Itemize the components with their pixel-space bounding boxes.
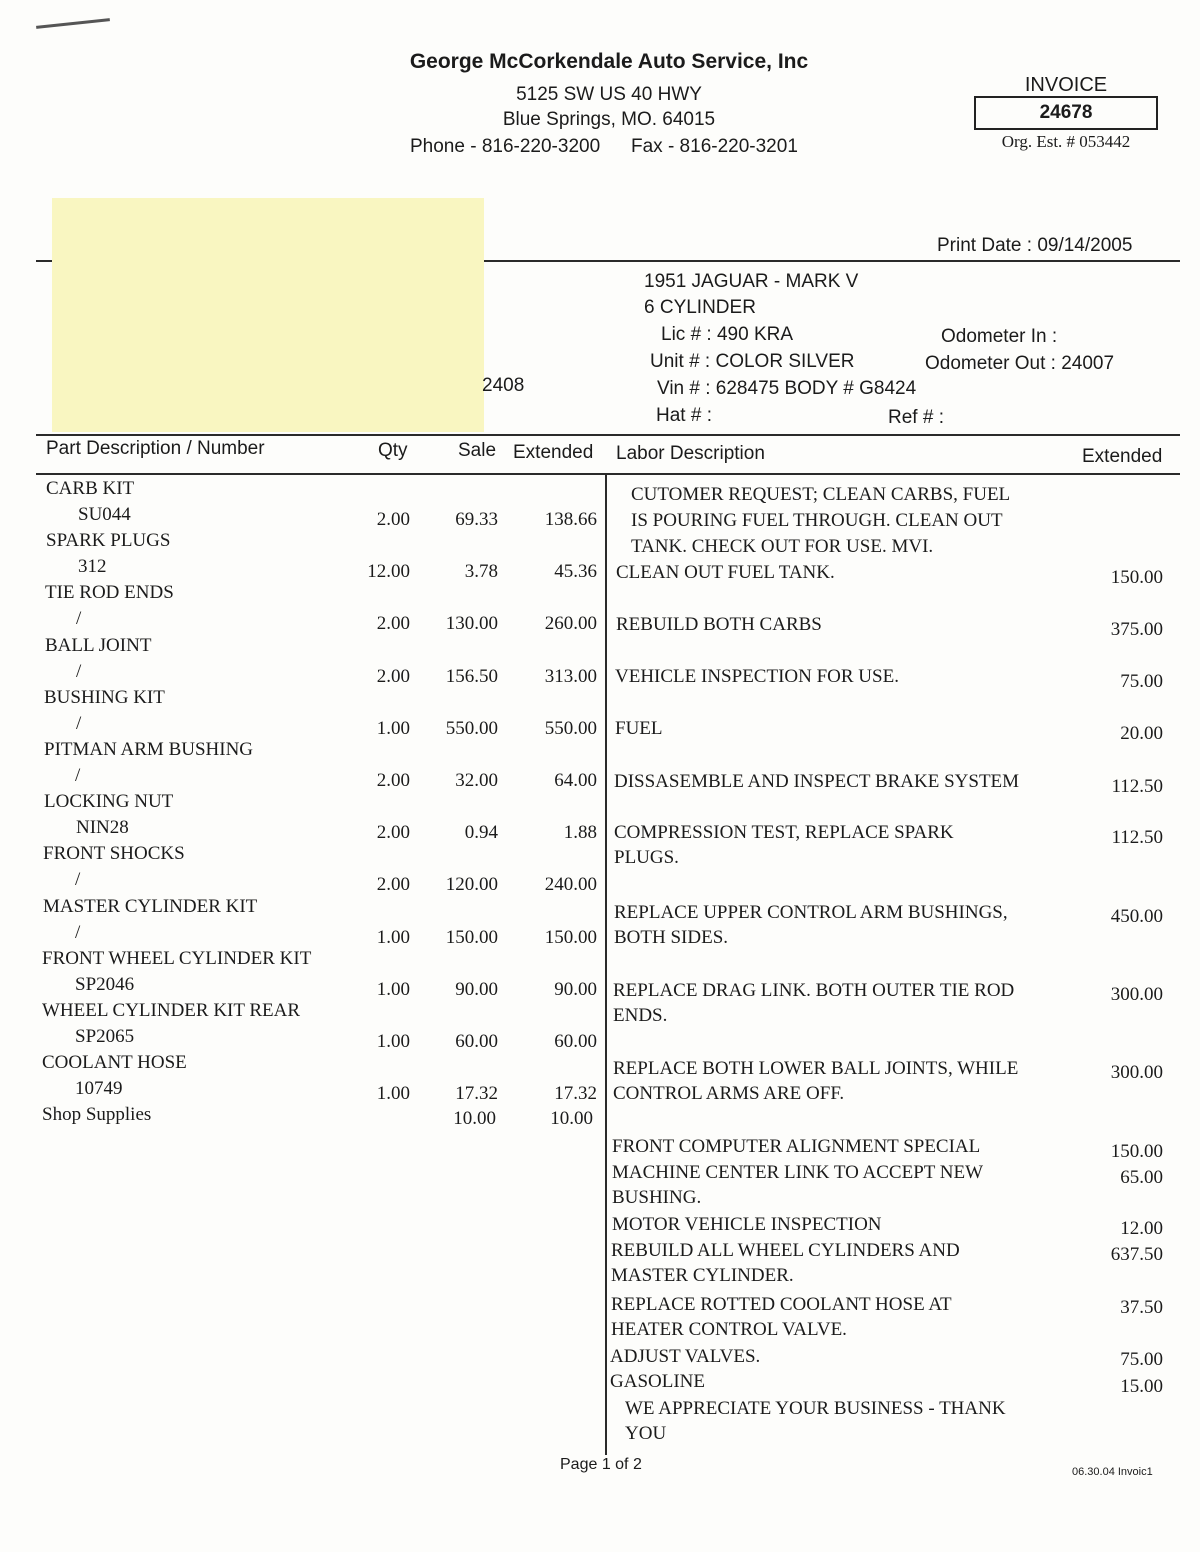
company-name: George McCorkendale Auto Service, Inc xyxy=(409,50,809,73)
part-qty: 1.00 xyxy=(376,926,410,948)
part-qty: 2.00 xyxy=(376,665,410,687)
scan-mark xyxy=(36,18,110,29)
part-number: SU044 xyxy=(78,504,131,525)
odometer-in: Odometer In : xyxy=(941,326,1058,347)
redacted-customer-info xyxy=(52,198,484,432)
part-name: TIE ROD ENDS xyxy=(45,582,174,604)
print-date: Print Date : 09/14/2005 xyxy=(937,235,1133,256)
columns-bottom-rule xyxy=(36,473,1180,475)
labor-request-line: CUTOMER REQUEST; CLEAN CARBS, FUEL xyxy=(631,484,1011,505)
company-address-line-2: Blue Springs, MO. 64015 xyxy=(502,109,716,130)
part-extended: 1.88 xyxy=(563,822,597,844)
part-qty: 1.00 xyxy=(376,1031,410,1052)
odometer-out: Odometer Out : 24007 xyxy=(925,353,1115,374)
part-name: FRONT WHEEL CYLINDER KIT xyxy=(42,947,312,969)
part-number: 10749 xyxy=(75,1078,123,1100)
labor-amount: 65.00 xyxy=(1120,1167,1163,1188)
labor-description-line: PLUGS. xyxy=(614,847,679,868)
reference-number: Ref # : xyxy=(888,407,944,428)
labor-description-line: REPLACE UPPER CONTROL ARM BUSHINGS, xyxy=(614,902,1008,923)
labor-description-line: REBUILD BOTH CARBS xyxy=(616,614,822,635)
labor-description-line: BOTH SIDES. xyxy=(614,927,729,948)
part-qty: 1.00 xyxy=(376,1083,410,1105)
labor-description-line: CONTROL ARMS ARE OFF. xyxy=(613,1083,845,1104)
part-qty: 2.00 xyxy=(376,613,410,635)
part-name: WHEEL CYLINDER KIT REAR xyxy=(42,1000,301,1021)
part-extended: 45.36 xyxy=(554,561,597,583)
part-qty: 2.00 xyxy=(376,770,410,791)
part-extended: 64.00 xyxy=(554,770,597,791)
part-sale: 120.00 xyxy=(445,874,498,896)
form-code: 06.30.04 Invoic1 xyxy=(1072,1466,1153,1478)
labor-description-line: REPLACE ROTTED COOLANT HOSE AT xyxy=(611,1294,952,1315)
labor-amount: 75.00 xyxy=(1120,1349,1163,1370)
labor-description-line: VEHICLE INSPECTION FOR USE. xyxy=(615,666,899,687)
part-extended: 60.00 xyxy=(554,1031,597,1052)
part-name: PITMAN ARM BUSHING xyxy=(44,739,254,760)
labor-amount: 15.00 xyxy=(1120,1376,1163,1397)
invoice-number: 24678 xyxy=(974,96,1158,130)
part-sale: 69.33 xyxy=(455,509,498,530)
columns-top-rule xyxy=(36,434,1180,436)
vehicle-hat: Hat # : xyxy=(656,405,712,426)
labor-amount: 112.50 xyxy=(1111,827,1163,848)
part-sale: 0.94 xyxy=(464,822,498,844)
part-name: COOLANT HOSE xyxy=(42,1052,187,1074)
part-sale: 3.78 xyxy=(464,561,498,583)
part-number: / xyxy=(76,608,82,630)
parts-labor-divider xyxy=(605,475,607,1455)
labor-description-line: CLEAN OUT FUEL TANK. xyxy=(616,562,835,583)
part-extended: 550.00 xyxy=(544,717,597,739)
labor-description-line: BUSHING. xyxy=(612,1187,702,1208)
part-sale: 60.00 xyxy=(455,1031,498,1052)
part-name: BUSHING KIT xyxy=(44,686,165,708)
company-fax: Fax - 816-220-3201 xyxy=(631,136,798,157)
part-qty: 12.00 xyxy=(367,561,410,583)
labor-amount: 300.00 xyxy=(1110,1062,1163,1083)
labor-amount: 450.00 xyxy=(1110,906,1163,927)
part-name: SPARK PLUGS xyxy=(46,530,171,552)
labor-description-line: FUEL xyxy=(615,718,663,739)
part-sale: 17.32 xyxy=(455,1083,498,1105)
labor-description-line: REBUILD ALL WHEEL CYLINDERS AND xyxy=(611,1240,960,1261)
labor-description-line: MACHINE CENTER LINK TO ACCEPT NEW xyxy=(612,1162,984,1183)
labor-amount: 20.00 xyxy=(1120,723,1163,744)
col-qty: Qty xyxy=(378,440,408,461)
part-qty: 2.00 xyxy=(376,822,410,844)
part-extended: 313.00 xyxy=(544,665,597,687)
thank-you-line: YOU xyxy=(625,1423,667,1444)
labor-description-line: COMPRESSION TEST, REPLACE SPARK xyxy=(614,822,954,843)
labor-request-line: IS POURING FUEL THROUGH. CLEAN OUT xyxy=(631,510,1003,531)
labor-amount: 12.00 xyxy=(1120,1218,1163,1239)
part-extended: 17.32 xyxy=(554,1083,597,1105)
part-sale: 32.00 xyxy=(455,770,498,791)
invoice-label: INVOICE xyxy=(1024,74,1108,96)
part-number: / xyxy=(76,712,82,734)
company-address-line-1: 5125 SW US 40 HWY xyxy=(516,84,702,105)
labor-description-line: GASOLINE xyxy=(610,1371,705,1392)
labor-amount: 150.00 xyxy=(1110,1141,1163,1162)
labor-description-line: REPLACE DRAG LINK. BOTH OUTER TIE ROD xyxy=(613,980,1015,1001)
labor-description-line: HEATER CONTROL VALVE. xyxy=(611,1319,847,1340)
vehicle-engine: 6 CYLINDER xyxy=(644,297,756,318)
part-name: MASTER CYLINDER KIT xyxy=(43,895,258,917)
labor-description-line: FRONT COMPUTER ALIGNMENT SPECIAL xyxy=(612,1136,981,1157)
shop-supplies-extended: 10.00 xyxy=(550,1108,593,1129)
part-name: CARB KIT xyxy=(46,478,135,499)
labor-amount: 300.00 xyxy=(1110,984,1163,1005)
part-name: FRONT SHOCKS xyxy=(43,843,185,865)
part-sale: 130.00 xyxy=(445,613,498,635)
part-sale: 550.00 xyxy=(445,717,498,739)
org-estimate-number: Org. Est. # 053442 xyxy=(1001,132,1131,151)
labor-amount: 112.50 xyxy=(1111,776,1163,797)
part-extended: 260.00 xyxy=(544,613,597,635)
part-extended: 240.00 xyxy=(544,874,597,896)
col-sale: Sale xyxy=(458,440,497,461)
labor-description-line: MASTER CYLINDER. xyxy=(611,1265,794,1286)
col-labor-description: Labor Description xyxy=(616,443,765,464)
part-qty: 1.00 xyxy=(376,717,410,739)
shop-supplies-sale: 10.00 xyxy=(453,1108,496,1129)
labor-description-line: ADJUST VALVES. xyxy=(610,1346,761,1367)
col-part-description: Part Description / Number xyxy=(46,438,265,459)
labor-description-line: DISSASEMBLE AND INSPECT BRAKE SYSTEM xyxy=(614,771,1020,792)
labor-description-line: REPLACE BOTH LOWER BALL JOINTS, WHILE xyxy=(613,1058,1019,1079)
col-labor-extended: Extended xyxy=(1082,446,1163,467)
part-number: SP2046 xyxy=(75,973,135,995)
labor-description-line: MOTOR VEHICLE INSPECTION xyxy=(612,1214,882,1235)
thank-you-line: WE APPRECIATE YOUR BUSINESS - THANK xyxy=(625,1398,1006,1419)
part-sale: 156.50 xyxy=(445,665,498,687)
vehicle-model: 1951 JAGUAR - MARK V xyxy=(644,271,859,292)
part-number: SP2065 xyxy=(75,1026,135,1047)
col-extended: Extended xyxy=(513,442,594,463)
part-qty: 1.00 xyxy=(376,978,410,1000)
shop-supplies-label: Shop Supplies xyxy=(42,1104,152,1125)
labor-request-line: TANK. CHECK OUT FOR USE. MVI. xyxy=(631,536,934,557)
labor-amount: 375.00 xyxy=(1110,619,1163,640)
part-extended: 138.66 xyxy=(544,509,597,530)
part-number: / xyxy=(76,660,82,682)
part-qty: 2.00 xyxy=(376,874,410,896)
labor-description-line: ENDS. xyxy=(613,1005,668,1026)
part-sale: 90.00 xyxy=(455,978,498,1000)
part-number: / xyxy=(75,921,81,943)
part-number: 312 xyxy=(78,556,107,578)
labor-amount: 637.50 xyxy=(1110,1244,1163,1265)
part-qty: 2.00 xyxy=(376,509,410,530)
part-number: / xyxy=(75,869,81,891)
customer-fragment: 2408 xyxy=(482,375,525,396)
part-name: LOCKING NUT xyxy=(44,791,174,813)
vehicle-unit: Unit # : COLOR SILVER xyxy=(650,351,855,372)
part-extended: 90.00 xyxy=(554,978,597,1000)
part-sale: 150.00 xyxy=(445,926,498,948)
labor-amount: 150.00 xyxy=(1110,567,1163,588)
part-name: BALL JOINT xyxy=(45,634,152,656)
vehicle-license: Lic # : 490 KRA xyxy=(661,324,794,345)
company-phone: Phone - 816-220-3200 xyxy=(410,136,601,157)
vehicle-vin: Vin # : 628475 BODY # G8424 xyxy=(657,378,917,399)
page-number: Page 1 of 2 xyxy=(560,1456,642,1473)
labor-amount: 75.00 xyxy=(1120,671,1163,692)
part-extended: 150.00 xyxy=(544,926,597,948)
part-number: NIN28 xyxy=(76,817,129,839)
labor-amount: 37.50 xyxy=(1120,1297,1163,1318)
part-number: / xyxy=(75,765,81,786)
